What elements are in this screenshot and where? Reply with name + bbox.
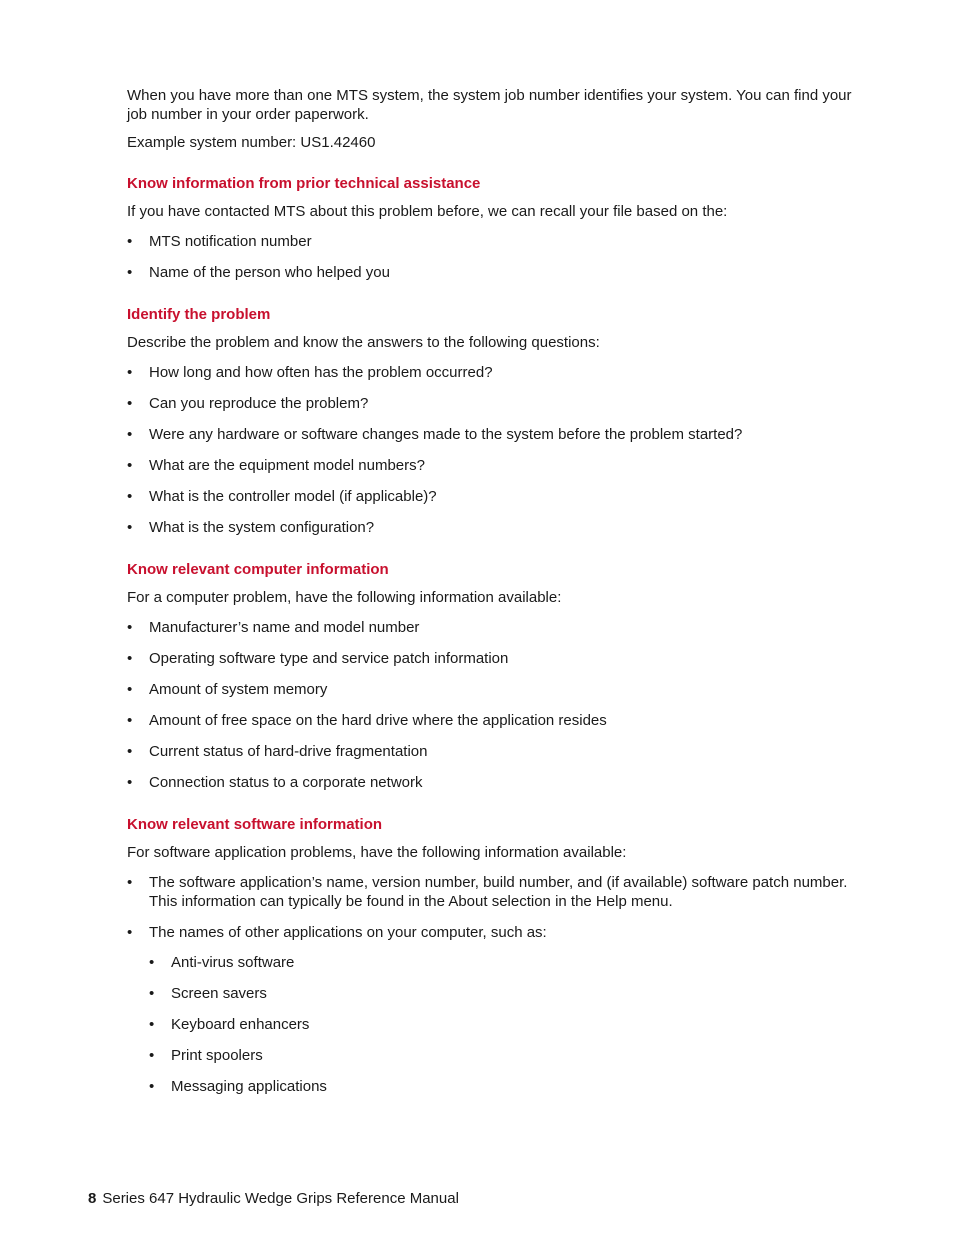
nested-list-item: • Screen savers [149, 984, 872, 1003]
list-item: • Connection status to a corporate network [127, 773, 872, 792]
intro-paragraph: When you have more than one MTS system, the system job number identifies your system. You can find your job number in your order paperwork. [127, 87, 852, 123]
list-item: • What is the controller model (if applicable)? [127, 487, 872, 506]
nested-list-item: • Messaging applications [149, 1077, 872, 1096]
nested-list-item: • Print spoolers [149, 1046, 872, 1065]
bullet-list-computer-info [127, 618, 872, 792]
manual-title: Series 647 Hydraulic Wedge Grips Reference Manual [102, 1190, 459, 1207]
list-item: • What are the equipment model numbers? [127, 456, 872, 475]
list-item: • Current status of hard-drive fragmentation [127, 742, 872, 761]
page-number: 8 [88, 1190, 97, 1207]
nested-list-item: • Keyboard enhancers [149, 1015, 872, 1034]
list-item: • How long and how often has the problem occurred? [127, 363, 872, 382]
list-item: • Name of the person who helped you [127, 263, 872, 282]
page-footer [88, 1189, 459, 1208]
section-heading-prior-assistance: Know information from prior technical assistance [127, 175, 481, 192]
list-item: • Operating software type and service patch information [127, 649, 872, 668]
section-heading-software-info: Know relevant software information [127, 816, 383, 833]
list-item: • What is the system configuration? [127, 518, 872, 537]
list-item: • Manufacturer’s name and model number [127, 618, 872, 637]
nested-list-item: • Anti-virus software [149, 953, 872, 972]
bullet-list-identify-problem [127, 363, 872, 537]
section-lead-software-info: For software application problems, have the following information available: [127, 844, 627, 861]
section-heading-identify-problem: Identify the problem [127, 306, 271, 323]
list-item: • Amount of system memory [127, 680, 872, 699]
section-heading-computer-info: Know relevant computer information [127, 561, 389, 578]
list-item: • The software application’s name, version number, build number, and (if available) software patch number. This information can typically be found in the About selection in the Help menu. [127, 873, 872, 911]
bullet-list-prior-assistance [127, 232, 872, 282]
page-content [127, 86, 872, 1108]
list-item: • Were any hardware or software changes made to the system before the problem started? [127, 425, 872, 444]
list-item-text: The names of other applications on your computer, such as: [149, 924, 547, 941]
list-item: • Can you reproduce the problem? [127, 394, 872, 413]
list-item: • MTS notification number [127, 232, 872, 251]
section-lead-computer-info: For a computer problem, have the following information available: [127, 589, 562, 606]
section-lead-prior-assistance: If you have contacted MTS about this problem before, we can recall your file based on the: [127, 203, 728, 220]
nested-bullet-list [149, 953, 872, 1096]
section-lead-identify-problem: Describe the problem and know the answers to the following questions: [127, 334, 600, 351]
example-system-number: Example system number: US1.42460 [127, 134, 376, 151]
list-item: • Amount of free space on the hard drive where the application resides [127, 711, 872, 730]
list-item-with-sublist [127, 923, 872, 1096]
bullet-list-software-info [127, 873, 872, 1096]
